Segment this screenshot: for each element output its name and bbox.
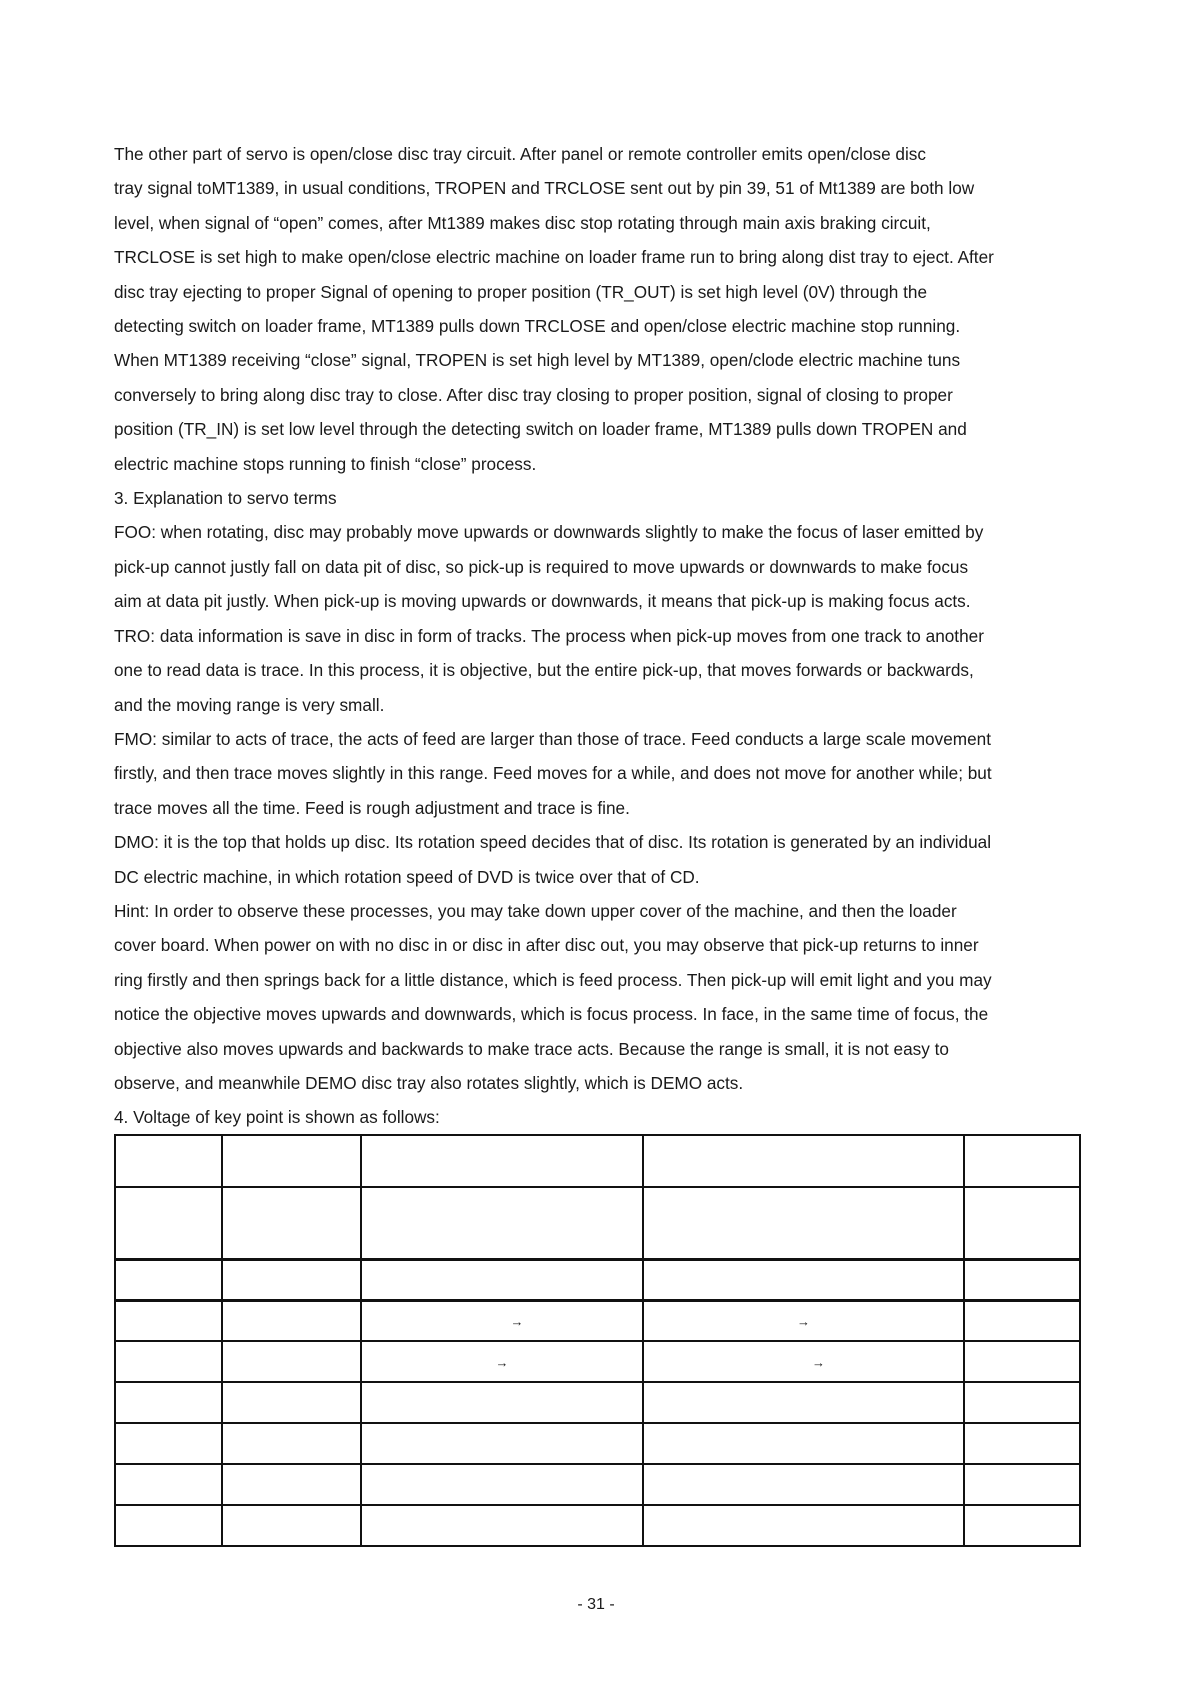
text-line: notice the objective moves upwards and downwards, which is focus process. In face, in the same time of focus, the	[114, 1004, 989, 1025]
body-text	[114, 137, 1086, 1135]
table-cell	[643, 1341, 964, 1382]
table-row	[115, 1300, 1080, 1341]
text-line: FOO: when rotating, disc may probably move upwards or downwards slightly to make the focus of laser emitted by	[114, 522, 984, 543]
table-cell	[643, 1382, 964, 1423]
table-cell	[222, 1187, 361, 1259]
section-heading: 3. Explanation to servo terms	[114, 488, 337, 509]
table-cell	[361, 1300, 643, 1341]
table-cell	[222, 1505, 361, 1546]
arrow-icon: →	[812, 1354, 825, 1370]
text-line: level, when signal of “open” comes, after Mt1389 makes disc stop rotating through main axis braking circuit,	[114, 212, 931, 233]
table-cell	[643, 1259, 964, 1300]
table-row	[115, 1259, 1080, 1300]
table-cell	[222, 1300, 361, 1341]
table-row	[115, 1187, 1080, 1259]
table-row	[115, 1382, 1080, 1423]
table-cell	[964, 1187, 1080, 1259]
text-line: observe, and meanwhile DEMO disc tray also rotates slightly, which is DEMO acts.	[114, 1072, 744, 1093]
text-line: one to read data is trace. In this process, it is objective, but the entire pick-up, that moves forwards or backwards,	[114, 660, 974, 681]
table-cell	[964, 1300, 1080, 1341]
table-cell	[222, 1135, 361, 1187]
text-line: The other part of servo is open/close disc tray circuit. After panel or remote controller emits open/close disc	[114, 144, 926, 164]
table-cell	[964, 1464, 1080, 1505]
voltage-table	[114, 1134, 1081, 1547]
table-cell	[643, 1505, 964, 1546]
text-line: Hint: In order to observe these processes, you may take down upper cover of the machine, and then the loader	[114, 900, 957, 921]
table-cell	[643, 1135, 964, 1187]
section-heading: 4. Voltage of key point is shown as follows:	[114, 1107, 440, 1128]
table-cell	[222, 1464, 361, 1505]
text-line: firstly, and then trace moves slightly in this range. Feed moves for a while, and does not move for another while; but	[114, 763, 992, 784]
table-cell	[361, 1341, 643, 1382]
arrow-icon: →	[797, 1313, 810, 1329]
table-cell	[115, 1187, 222, 1259]
table-cell	[115, 1423, 222, 1464]
arrow-icon: →	[495, 1354, 509, 1370]
table-cell	[643, 1423, 964, 1464]
text-line: FMO: similar to acts of trace, the acts of feed are larger than those of trace. Feed conducts a large scale movement	[114, 728, 991, 749]
text-line: objective also moves upwards and backwards to make trace acts. Because the range is small, it is not easy to	[114, 1038, 949, 1059]
table-cell	[361, 1505, 643, 1546]
text-line: TRCLOSE is set high to make open/close electric machine on loader frame run to bring along dist tray to eject. After	[114, 247, 994, 268]
table-cell	[361, 1135, 643, 1187]
table-cell	[361, 1187, 643, 1259]
table-cell	[222, 1423, 361, 1464]
table-row	[115, 1135, 1080, 1187]
text-line: conversely to bring along disc tray to close. After disc tray closing to proper position, signal of closing to proper	[114, 384, 953, 405]
table-cell	[115, 1300, 222, 1341]
arrow-icon: →	[510, 1313, 524, 1329]
table-cell	[361, 1382, 643, 1423]
text-line: detecting switch on loader frame, MT1389 pulls down TRCLOSE and open/close electric machine stop running.	[114, 316, 961, 337]
text-line: DC electric machine, in which rotation speed of DVD is twice over that of CD.	[114, 866, 700, 887]
text-line: aim at data pit justly. When pick-up is moving upwards or downwards, it means that pick-up is making focus acts.	[114, 591, 971, 612]
table-row	[115, 1505, 1080, 1546]
text-line: tray signal toMT1389, in usual conditions, TROPEN and TRCLOSE sent out by pin 39, 51 of Mt1389 are both low	[114, 178, 975, 199]
text-line: trace moves all the time. Feed is rough adjustment and trace is fine.	[114, 797, 630, 818]
table-cell	[964, 1341, 1080, 1382]
table-cell	[115, 1259, 222, 1300]
table-cell	[964, 1382, 1080, 1423]
table-cell	[361, 1464, 643, 1505]
table-cell	[115, 1382, 222, 1423]
table-cell	[115, 1505, 222, 1546]
table-cell	[115, 1341, 222, 1382]
table-cell	[115, 1135, 222, 1187]
table-cell	[964, 1423, 1080, 1464]
text-line: electric machine stops running to finish “close” process.	[114, 453, 537, 474]
text-line: pick-up cannot justly fall on data pit of disc, so pick-up is required to move upwards or downwards to make focus	[114, 556, 969, 577]
table-cell	[222, 1382, 361, 1423]
table-row	[115, 1464, 1080, 1505]
table-cell	[643, 1300, 964, 1341]
table-cell	[361, 1259, 643, 1300]
text-line: TRO: data information is save in disc in form of tracks. The process when pick-up moves from one track to another	[114, 625, 984, 646]
text-line: cover board. When power on with no disc in or disc in after disc out, you may observe that pick-up returns to inner	[114, 935, 979, 956]
text-line: and the moving range is very small.	[114, 694, 385, 715]
text-line: disc tray ejecting to proper Signal of opening to proper position (TR_OUT) is set high level (0V) through the	[114, 281, 928, 302]
table-cell	[643, 1464, 964, 1505]
text-line: ring firstly and then springs back for a little distance, which is feed process. Then pick-up will emit light and you may	[114, 969, 992, 990]
table-row	[115, 1341, 1080, 1382]
table-cell	[115, 1464, 222, 1505]
table-cell	[222, 1259, 361, 1300]
table-cell	[964, 1135, 1080, 1187]
table-cell	[964, 1505, 1080, 1546]
page-number: - 31 -	[577, 1596, 615, 1613]
table-cell	[643, 1187, 964, 1259]
table-cell	[361, 1423, 643, 1464]
text-line: When MT1389 receiving “close” signal, TROPEN is set high level by MT1389, open/clode electric machine tuns	[114, 350, 961, 371]
text-line: position (TR_IN) is set low level through the detecting switch on loader frame, MT1389 pulls down TROPEN and	[114, 419, 967, 440]
text-line: DMO: it is the top that holds up disc. Its rotation speed decides that of disc. Its rotation is generated by an individual	[114, 832, 992, 853]
table-row	[115, 1423, 1080, 1464]
table-cell	[222, 1341, 361, 1382]
table-cell	[964, 1259, 1080, 1300]
